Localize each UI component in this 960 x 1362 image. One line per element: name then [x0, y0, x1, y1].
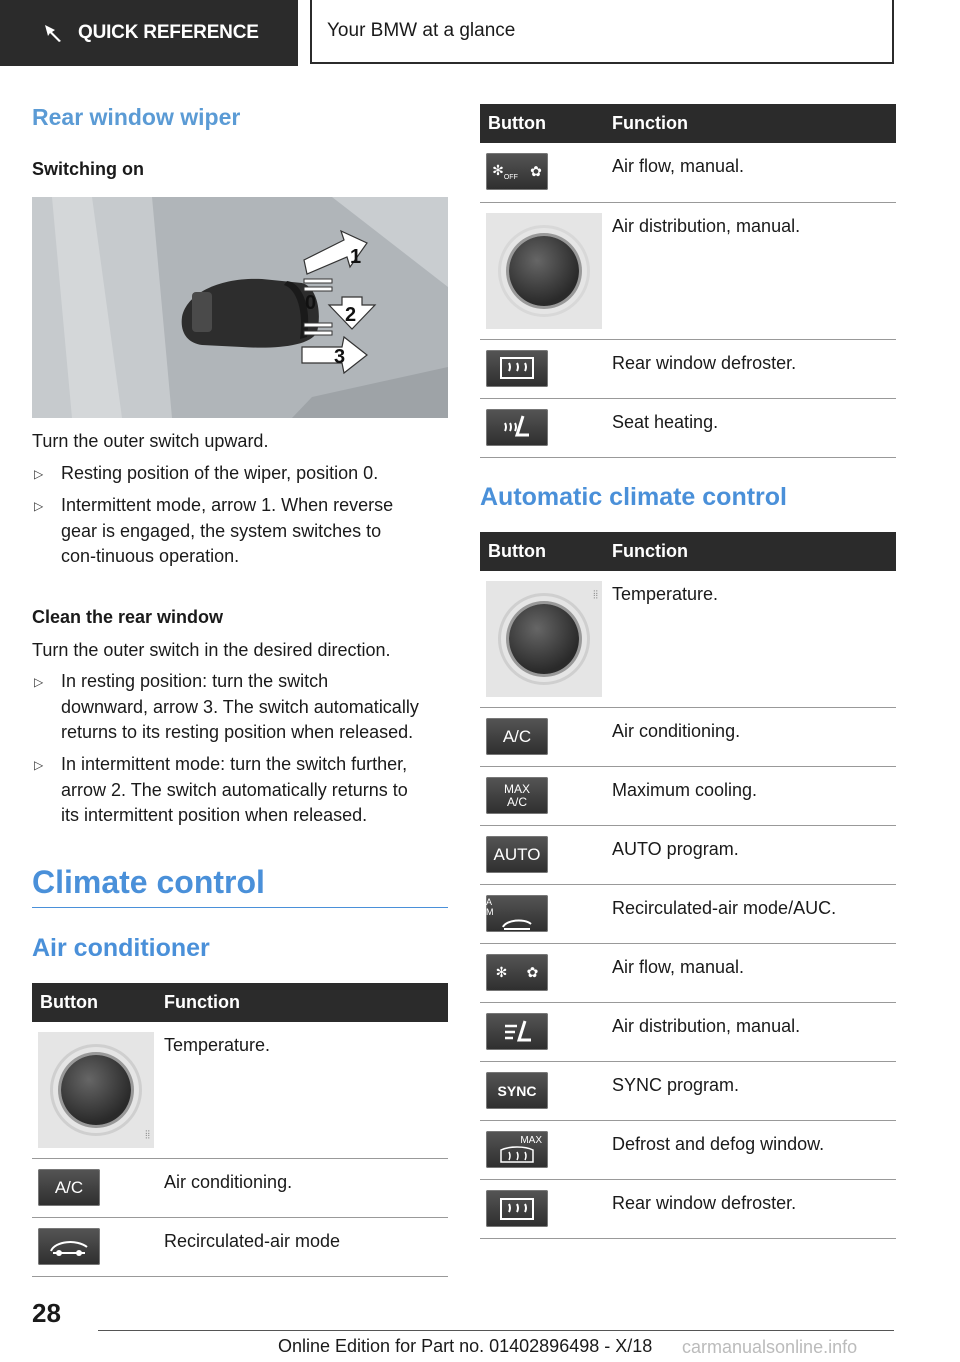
rear-defroster-icon: [486, 350, 548, 387]
triangle-bullet-icon: ▷: [34, 499, 44, 513]
table-row: [480, 1180, 896, 1239]
table-row: [480, 202, 896, 339]
triangle-bullet-icon: ▷: [34, 467, 44, 481]
clean-rear-window-text: Turn the outer switch in the desired direction.: [32, 640, 391, 660]
air-conditioner-table: [32, 983, 448, 1277]
table-row: [480, 1003, 896, 1062]
max-ac-button-icon: MAX A/C: [486, 777, 548, 814]
function-text: Maximum cooling.: [604, 767, 896, 826]
function-text: Air distribution, manual.: [604, 1003, 896, 1062]
auto-button-icon: AUTO: [486, 836, 548, 873]
function-text: Air conditioning.: [604, 708, 896, 767]
bullet-resting: ▷ Resting position of the wiper, position 0.: [32, 461, 420, 487]
page-number: 28: [32, 1298, 61, 1328]
page-header: [0, 0, 960, 66]
air-distribution-icon: [486, 1013, 548, 1050]
air-flow-manual-icon: ✻ ✿: [486, 954, 548, 991]
table-row: [480, 767, 896, 826]
table-row: [480, 826, 896, 885]
function-text: Air flow, manual.: [604, 944, 896, 1003]
function-text: SYNC program.: [604, 1062, 896, 1121]
position-label-0: 0: [305, 292, 317, 314]
air-conditioner-title: Air conditioner: [32, 934, 210, 962]
air-flow-manual-icon: $✻_{OFF}$ ✿: [486, 153, 548, 190]
table-row: [32, 1022, 448, 1159]
table-row: [480, 885, 896, 944]
clean-rear-window-title: Clean the rear window: [32, 607, 224, 627]
function-text: AUTO program.: [604, 826, 896, 885]
quick-reference-icon: [42, 22, 64, 44]
table-row: [32, 1218, 448, 1277]
bullet-intermittent: ▷ Intermittent mode, arrow 1. When reverse gear is engaged, the system switches to con‐tinuous operation.: [34, 495, 394, 566]
wiper-title: Rear window wiper: [32, 104, 241, 130]
max-defrost-icon: MAX: [486, 1131, 548, 1168]
switching-on-title: Switching on: [32, 159, 144, 179]
arrow-label-2: 2: [345, 304, 357, 326]
section-tab-label: QUICK REFERENCE: [78, 22, 259, 43]
table-row: [480, 1121, 896, 1180]
arrow-label-3: 3: [334, 346, 346, 368]
wiper-switch-photo: [32, 197, 448, 418]
column-header-button: Button: [32, 983, 156, 1022]
table-row: [480, 571, 896, 708]
function-text: Temperature.: [604, 571, 896, 708]
column-header-button: Button: [480, 532, 604, 571]
turn-upward-text: Turn the outer switch upward.: [32, 431, 269, 451]
function-text: Temperature.: [156, 1022, 448, 1159]
column-header-button: Button: [480, 104, 604, 143]
column-header-function: Function: [604, 532, 896, 571]
table-row: [480, 1062, 896, 1121]
temperature-knob-icon: ⦙⦙: [486, 581, 602, 697]
automatic-climate-table: [480, 532, 896, 1239]
chapter-box: [310, 0, 894, 64]
ac-button-icon: A/C: [38, 1169, 100, 1206]
rear-defroster-icon: [486, 1190, 548, 1227]
triangle-bullet-icon: ▷: [34, 675, 44, 689]
recirculated-air-icon: [38, 1228, 100, 1265]
function-text: Recirculated-air mode: [156, 1218, 448, 1277]
function-text: Air conditioning.: [156, 1159, 448, 1218]
climate-control-title: Climate control: [32, 864, 265, 900]
table-row: [480, 398, 896, 457]
recirculated-air-auc-icon: A M: [486, 895, 548, 932]
bullet-resting-downward: ▷ In resting position: turn the switch downward, arrow 3. The switch automatically returns to its resting position when released.: [34, 671, 419, 742]
arrow-label-1: 1: [350, 246, 362, 268]
triangle-bullet-icon: ▷: [34, 758, 44, 772]
edition-text: Online Edition for Part no. 01402896498 - X/18: [278, 1336, 653, 1356]
air-distribution-knob-icon: [486, 213, 602, 329]
seat-heating-icon: [486, 409, 548, 446]
footer-rule: [98, 1330, 894, 1331]
column-header-function: Function: [604, 104, 896, 143]
table-row: [32, 1159, 448, 1218]
function-text: Air distribution, manual.: [604, 202, 896, 339]
ac-button-icon: A/C: [486, 718, 548, 755]
column-header-function: Function: [156, 983, 448, 1022]
table-row: [480, 944, 896, 1003]
function-text: Recirculated-air mode/AUC.: [604, 885, 896, 944]
automatic-climate-title: Automatic climate control: [480, 483, 787, 511]
table-row: [480, 339, 896, 398]
bullet-intermittent-further: ▷ In intermittent mode: turn the switch further, arrow 2. The switch automatically returns to its intermittent position when released.: [34, 754, 408, 825]
table-row: [480, 143, 896, 202]
section-tab: [0, 0, 298, 66]
climate-title-rule: [32, 907, 448, 908]
function-text: Seat heating.: [604, 398, 896, 457]
watermark: carmanualsonline.info: [682, 1337, 858, 1357]
sync-button-icon: SYNC: [486, 1072, 548, 1109]
function-text: Rear window defroster.: [604, 339, 896, 398]
function-text: Rear window defroster.: [604, 1180, 896, 1239]
temperature-knob-icon: ⦙⦙: [38, 1032, 154, 1148]
air-conditioner-table-continued: [480, 104, 896, 458]
chapter-title: Your BMW at a glance: [327, 20, 516, 41]
function-text: Air flow, manual.: [604, 143, 896, 202]
function-text: Defrost and defog window.: [604, 1121, 896, 1180]
table-row: [480, 708, 896, 767]
